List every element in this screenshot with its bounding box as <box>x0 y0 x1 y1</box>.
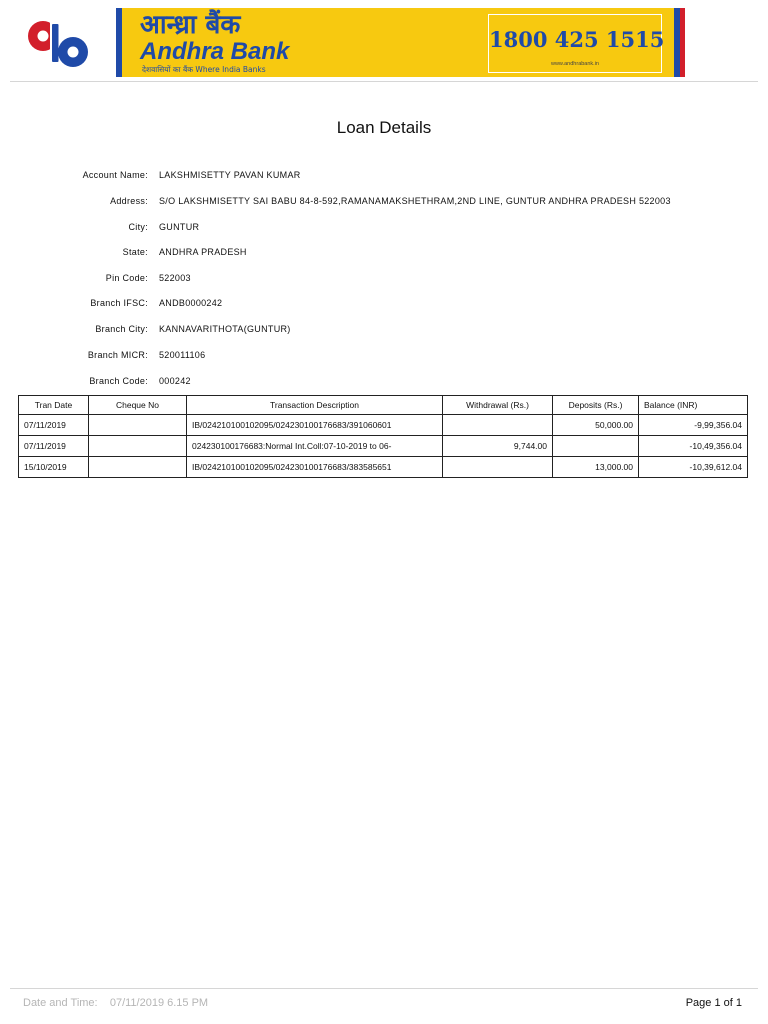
cell-cheque-no <box>89 415 187 436</box>
datetime-label: Date and Time: <box>23 997 98 1009</box>
cell-balance: -10,49,356.04 <box>639 436 748 457</box>
col-header-cheque-no: Cheque No <box>89 396 187 415</box>
brand-name: Andhra Bank <box>140 38 290 65</box>
table-row <box>19 415 748 436</box>
city-value: GUNTUR <box>159 222 200 232</box>
cell-cheque-no <box>89 436 187 457</box>
col-header-withdrawal: Withdrawal (Rs.) <box>443 396 553 415</box>
city-label: City: <box>128 222 148 232</box>
state-value: ANDHRA PRADESH <box>159 247 247 257</box>
pin-code-value: 522003 <box>159 273 191 283</box>
cell-description: 024230100176683:Normal Int.Coll:07-10-2019 to 06- <box>187 436 443 457</box>
state-label: State: <box>122 247 148 257</box>
account-name-label: Account Name: <box>82 170 148 180</box>
col-header-description: Transaction Description <box>187 396 443 415</box>
cell-cheque-no <box>89 457 187 478</box>
branch-ifsc-value: ANDB0000242 <box>159 298 223 308</box>
cell-withdrawal <box>443 415 553 436</box>
brand-banner <box>116 8 685 77</box>
address-label: Address: <box>110 196 148 206</box>
footer-divider <box>10 988 758 989</box>
transactions-table <box>18 395 748 478</box>
cell-tran-date: 15/10/2019 <box>19 457 89 478</box>
banner-accent-bar <box>116 8 122 77</box>
page-title: Loan Details <box>336 118 432 137</box>
branch-micr-label: Branch MICR: <box>87 350 148 360</box>
datetime-value: 07/11/2019 6.15 PM <box>109 997 209 1009</box>
branch-ifsc-label: Branch IFSC: <box>90 298 148 308</box>
branch-code-label: Branch Code: <box>89 376 148 386</box>
website-url: www.andhrabank.in <box>550 61 599 67</box>
pin-code-label: Pin Code: <box>105 273 148 283</box>
cell-description: IB/024210100102095/024230100176683/391060601 <box>187 415 443 436</box>
branch-city-label: Branch City: <box>95 324 148 334</box>
branch-code-value: 000242 <box>159 376 191 386</box>
banner-accent-bar <box>680 8 685 77</box>
cell-balance: -10,39,612.04 <box>639 457 748 478</box>
helpline-number: 1800 425 1515 <box>489 27 665 52</box>
cell-balance: -9,99,356.04 <box>639 415 748 436</box>
branch-micr-value: 520011106 <box>159 350 206 360</box>
account-name-value: LAKSHMISETTY PAVAN KUMAR <box>159 170 301 180</box>
page-number: Page 1 of 1 <box>685 997 742 1009</box>
cell-deposit: 50,000.00 <box>553 415 639 436</box>
cell-description: IB/024210100102095/024230100176683/383585651 <box>187 457 443 478</box>
table-row <box>19 436 748 457</box>
cell-withdrawal: 9,744.00 <box>443 436 553 457</box>
cell-tran-date: 07/11/2019 <box>19 436 89 457</box>
helpline-box <box>488 14 665 73</box>
header-divider <box>10 81 758 82</box>
footer-datetime <box>23 997 208 1009</box>
cell-withdrawal <box>443 457 553 478</box>
cell-deposit: 13,000.00 <box>553 457 639 478</box>
branch-city-value: KANNAVARITHOTA(GUNTUR) <box>159 324 291 334</box>
brand-name-hindi: आन्ध्रा बैंक <box>140 10 241 40</box>
page-header <box>0 0 768 82</box>
cell-tran-date: 07/11/2019 <box>19 415 89 436</box>
col-header-balance: Balance (INR) <box>639 396 748 415</box>
cell-deposit <box>553 436 639 457</box>
andhra-bank-logo-icon <box>22 12 94 72</box>
brand-tagline: देशवासियों का बैंक Where India Banks <box>142 65 266 74</box>
col-header-tran-date: Tran Date <box>19 396 89 415</box>
col-header-deposits: Deposits (Rs.) <box>553 396 639 415</box>
table-header-row <box>19 396 748 415</box>
address-value: S/O LAKSHMISETTY SAI BABU 84-8-592,RAMANAMAKSHETHRAM,2ND LINE, GUNTUR ANDHRA PRADESH 522003 <box>159 196 671 206</box>
table-row <box>19 457 748 478</box>
